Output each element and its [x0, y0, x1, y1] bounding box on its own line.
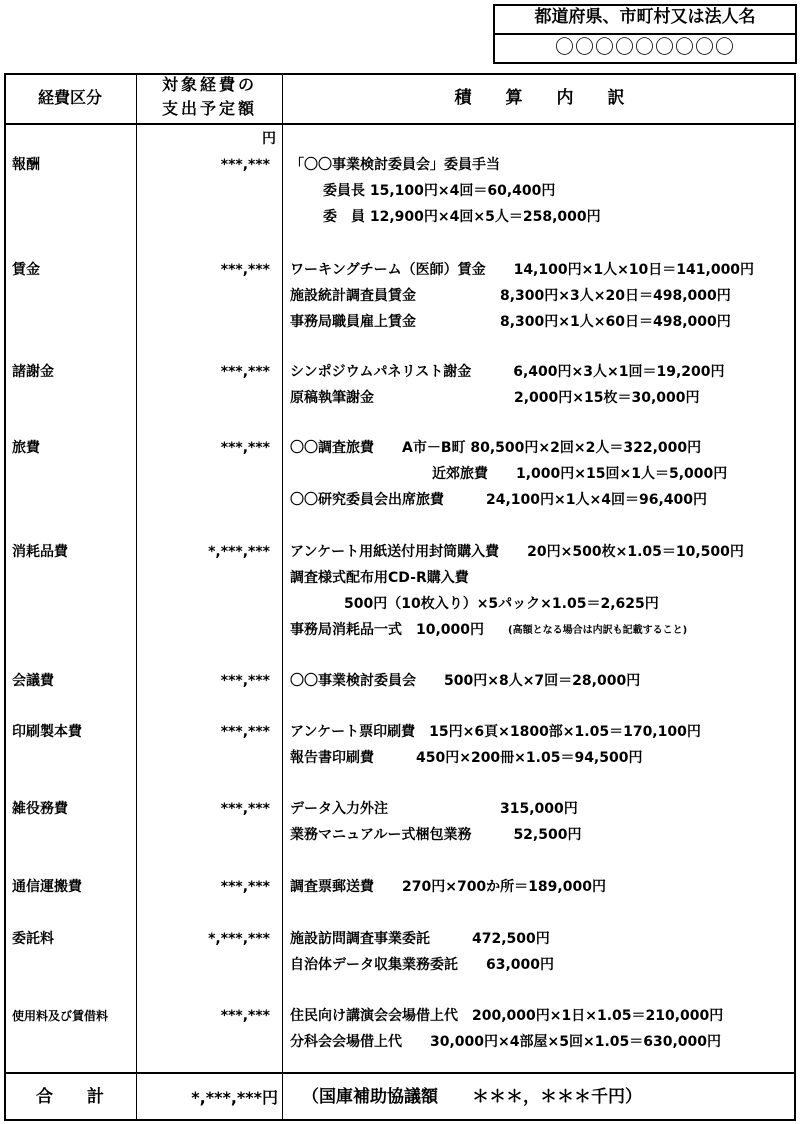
total-divider	[4, 1072, 796, 1074]
row-line: 分科会会場借上代 30,000円×4部屋×5回×1.05＝630,000円	[290, 1034, 722, 1050]
row-line: シンポジウムパネリスト謝金 6,400円×3人×1回＝19,200円	[290, 364, 725, 380]
row-category: 委託料	[12, 931, 54, 947]
row-line: 〇〇研究委員会出席旅費 24,100円×1人×4回＝96,400円	[290, 492, 707, 508]
row-category: 使用料及び賃借料	[12, 1009, 109, 1023]
row-category: 諸謝金	[12, 364, 54, 380]
row-amount: ***,***	[220, 262, 270, 278]
row-line: 住民向け講演会会場借上代 200,000円×1日×1.05＝210,000円	[290, 1008, 724, 1024]
row-amount: ***,***	[220, 157, 270, 173]
row-line: 原稿執筆謝金 2,000円×15枚＝30,000円	[290, 390, 700, 406]
row-amount: *,***,***	[208, 544, 270, 560]
row-category: 賃金	[12, 262, 40, 278]
row-line: データ入力外注 315,000円	[290, 801, 578, 817]
row-line: アンケート用紙送付用封筒購入費 20円×500枚×1.05＝10,500円	[290, 544, 744, 560]
row-amount: ***,***	[220, 364, 270, 380]
row-category: 消耗品費	[12, 544, 68, 560]
row-line: 調査様式配布用CD-R購入費	[290, 570, 469, 586]
row-category: 会議費	[12, 673, 54, 689]
col-divider-1	[136, 73, 137, 1121]
row-line: 事務局職員雇上賃金 8,300円×1人×60日＝498,000円	[290, 314, 731, 330]
header-breakdown: 積 算 内 訳	[454, 88, 625, 108]
row-amount: ***,***	[220, 879, 270, 895]
row-line: 業務マニュアルー式梱包業務 52,500円	[290, 827, 582, 843]
row-amount: ***,***	[220, 673, 270, 689]
row-line: 施設統計調査員賃金 8,300円×3人×20日＝498,000円	[290, 288, 731, 304]
row-amount: ***,***	[220, 724, 270, 740]
row-category: 旅費	[12, 440, 40, 456]
header-category: 経費区分	[37, 88, 102, 107]
row-line: 調査票郵送費 270円×700か所＝189,000円	[290, 879, 606, 895]
entity-value: 〇〇〇〇〇〇〇〇〇	[554, 36, 735, 58]
row-line: 事務局消耗品一式 10,000円	[290, 622, 485, 638]
row-line: 委 員 12,900円×4回×5人＝258,000円	[323, 209, 601, 225]
row-amount: ***,***	[220, 1008, 270, 1024]
row-amount: ***,***	[220, 440, 270, 456]
header-amount-line2: 支出予定額	[161, 99, 257, 118]
row-category: 報酬	[12, 157, 40, 173]
total-note: （国庫補助協議額 ＊＊＊，＊＊＊千円）	[302, 1087, 642, 1107]
total-amount: *,***,***円	[191, 1088, 278, 1107]
row-line: ワーキングチーム（医師）賃金 14,100円×1人×10日＝141,000円	[290, 262, 755, 278]
entity-label: 都道府県、市町村又は法人名	[534, 7, 756, 27]
row-amount: ***,***	[220, 801, 270, 817]
total-label: 合 計	[36, 1087, 104, 1107]
row-category: 通信運搬費	[12, 879, 82, 895]
row-line: 〇〇事業検討委員会 500円×8人×7回＝28,000円	[290, 673, 641, 689]
row-line: 委員長 15,100円×4回＝60,400円	[323, 183, 556, 199]
row-category: 印刷製本費	[12, 724, 82, 740]
row-line: 報告書印刷費 450円×200冊×1.05＝94,500円	[290, 750, 643, 766]
row-line: 施設訪問調査事業委託 472,500円	[290, 931, 550, 947]
row-note: (高額となる場合は内訳も記載すること)	[508, 625, 688, 636]
header-amount-line1: 対象経費の	[161, 75, 257, 94]
header-divider	[4, 123, 796, 125]
entity-box-divider	[493, 33, 797, 35]
row-line: アンケート票印刷費 15円×6頁×1800部×1.05＝170,100円	[290, 724, 701, 740]
row-line: 近郊旅費 1,000円×15回×1人＝5,000円	[432, 466, 728, 482]
row-category: 雑役務費	[12, 801, 68, 817]
row-amount: *,***,***	[208, 931, 270, 947]
row-line: 自治体データ収集業務委託 63,000円	[290, 957, 555, 973]
row-line: 〇〇調査旅費 A市－B町 80,500円×2回×2人＝322,000円	[290, 440, 702, 456]
row-line: 「〇〇事業検討委員会」委員手当	[290, 157, 500, 173]
unit-label: 円	[262, 131, 276, 147]
col-divider-2	[282, 73, 283, 1121]
row-line: 500円（10枚入り）×5パック×1.05＝2,625円	[344, 596, 659, 612]
